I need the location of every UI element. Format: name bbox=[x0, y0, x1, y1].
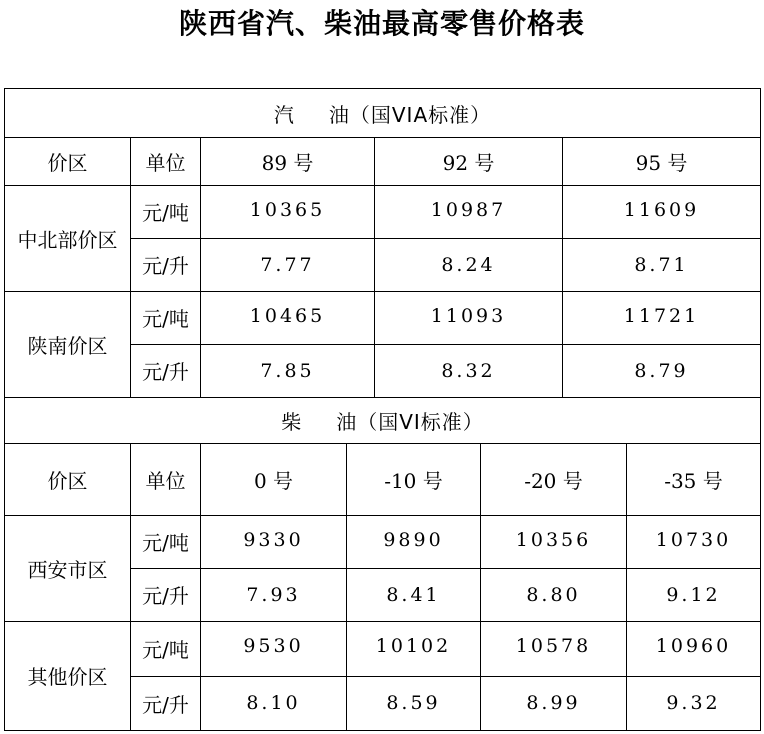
unit-cell: 元/升 bbox=[131, 344, 201, 397]
unit-cell: 元/升 bbox=[131, 568, 201, 621]
header-unit: 单位 bbox=[131, 443, 201, 515]
diesel-heading-left: 柴 bbox=[281, 409, 303, 434]
unit-cell: 元/吨 bbox=[131, 621, 201, 676]
value-cell: 8.10 bbox=[201, 676, 347, 730]
diesel-header-row bbox=[5, 443, 760, 515]
unit-cell: 元/升 bbox=[131, 676, 201, 730]
page-title: 陕西省汽、柴油最高零售价格表 bbox=[178, 7, 585, 40]
value-cell: 10578 bbox=[481, 621, 627, 676]
price-table bbox=[4, 88, 761, 731]
unit-cell: 元/吨 bbox=[131, 291, 201, 344]
diesel-heading-right: 油（国VI标准） bbox=[336, 409, 484, 434]
value-cell: 10960 bbox=[655, 635, 732, 657]
value-cell: 11609 bbox=[623, 199, 700, 221]
header-region: 价区 bbox=[5, 137, 131, 185]
header-grade: -10 号 bbox=[347, 443, 481, 515]
region-name: 中北部价区 bbox=[5, 185, 131, 291]
value-cell: 7.93 bbox=[201, 568, 347, 621]
table-row bbox=[5, 344, 760, 397]
gasoline-heading-right: 油（国VIA标准） bbox=[328, 102, 492, 127]
header-grade: 95 号 bbox=[635, 150, 688, 175]
table-row bbox=[5, 291, 760, 344]
value-cell: 8.41 bbox=[347, 568, 481, 621]
value-cell: 7.85 bbox=[201, 344, 375, 397]
value-cell: 11093 bbox=[375, 291, 563, 344]
value-cell: 9.12 bbox=[666, 583, 721, 606]
value-cell: 9530 bbox=[201, 621, 347, 676]
value-cell: 10465 bbox=[201, 291, 375, 344]
value-cell: 8.80 bbox=[481, 568, 627, 621]
header-region: 价区 bbox=[5, 443, 131, 515]
value-cell: 8.24 bbox=[375, 238, 563, 291]
region-name: 陕南价区 bbox=[5, 291, 131, 397]
unit-cell: 元/吨 bbox=[131, 185, 201, 238]
header-grade: -35 号 bbox=[664, 468, 723, 493]
value-cell: 10730 bbox=[655, 529, 732, 551]
value-cell: 8.99 bbox=[481, 676, 627, 730]
value-cell: 7.77 bbox=[201, 238, 375, 291]
header-grade: 92 号 bbox=[375, 137, 563, 185]
value-cell: 10365 bbox=[201, 185, 375, 238]
header-grade: -20 号 bbox=[481, 443, 627, 515]
value-cell: 10356 bbox=[481, 515, 627, 568]
gasoline-header-row bbox=[5, 137, 760, 185]
table-row bbox=[5, 676, 760, 730]
table-row bbox=[5, 621, 760, 676]
value-cell: 8.79 bbox=[634, 359, 689, 382]
value-cell: 9890 bbox=[347, 515, 481, 568]
value-cell: 10102 bbox=[347, 621, 481, 676]
header-grade: 0 号 bbox=[201, 443, 347, 515]
unit-cell: 元/升 bbox=[131, 238, 201, 291]
region-name: 西安市区 bbox=[5, 515, 131, 621]
header-unit: 单位 bbox=[131, 137, 201, 185]
unit-cell: 元/吨 bbox=[131, 515, 201, 568]
table-row bbox=[5, 238, 760, 291]
value-cell: 9.32 bbox=[666, 692, 721, 714]
table-row bbox=[5, 515, 760, 568]
header-grade: 89 号 bbox=[201, 137, 375, 185]
value-cell: 8.71 bbox=[634, 253, 689, 276]
value-cell: 10987 bbox=[375, 185, 563, 238]
value-cell: 11721 bbox=[623, 305, 700, 327]
value-cell: 9330 bbox=[201, 515, 347, 568]
region-name: 其他价区 bbox=[5, 621, 131, 730]
gasoline-section-heading bbox=[5, 89, 760, 137]
value-cell: 8.32 bbox=[375, 344, 563, 397]
table-row bbox=[5, 568, 760, 621]
gasoline-heading-left: 汽 bbox=[273, 102, 295, 127]
value-cell: 8.59 bbox=[347, 676, 481, 730]
diesel-section-heading bbox=[5, 397, 760, 443]
table-row bbox=[5, 185, 760, 238]
